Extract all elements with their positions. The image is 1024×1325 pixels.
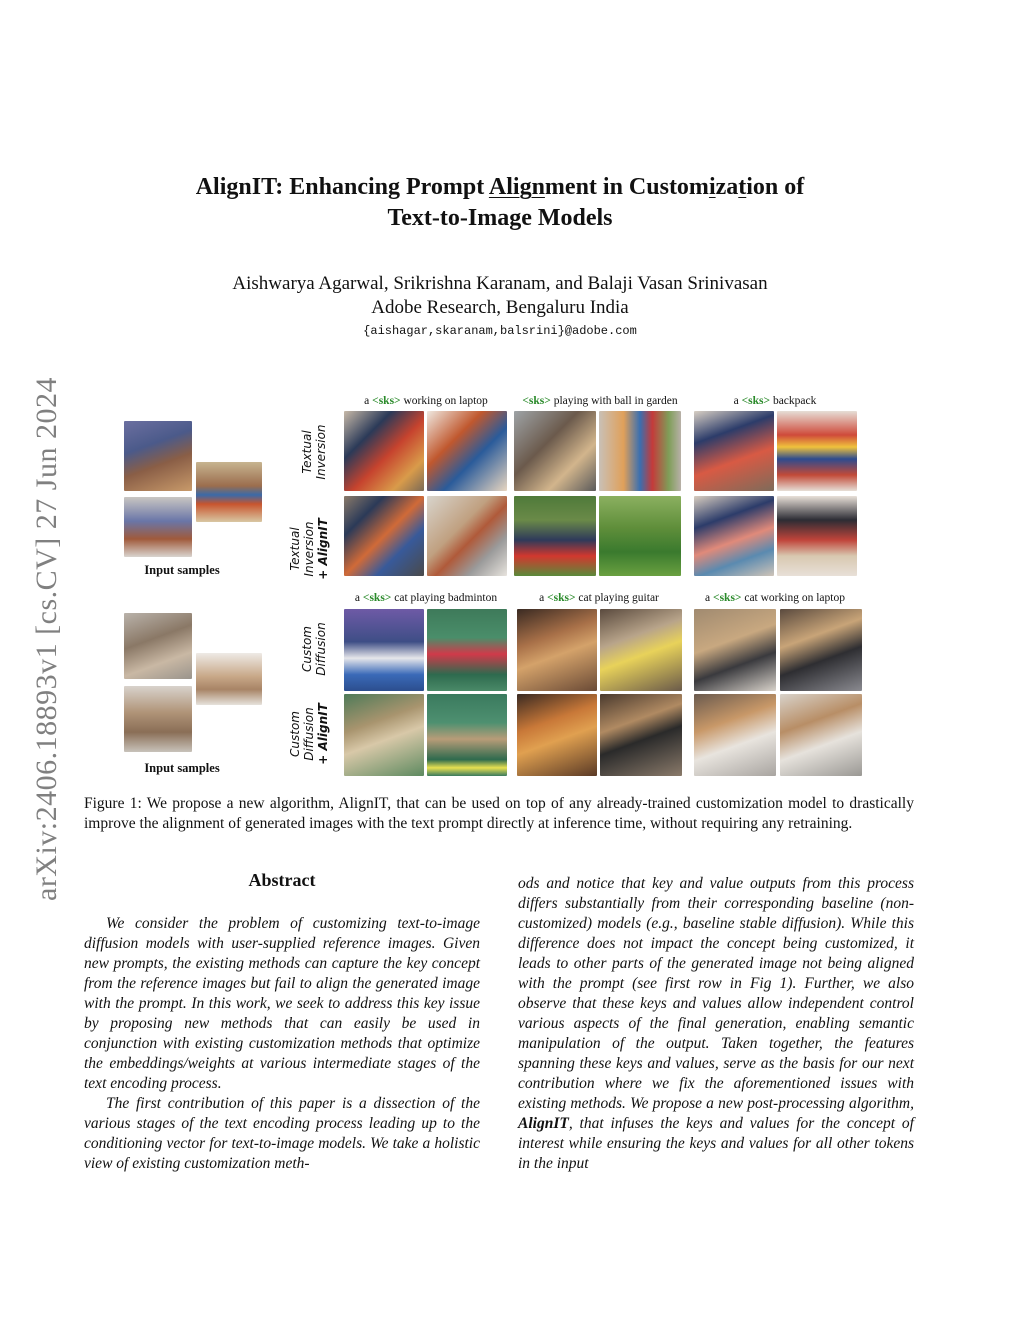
abstract-left-column [84,914,480,1174]
input-sample-toy-1 [124,421,192,491]
tia-backpack-2 [777,496,857,576]
figure-caption: Figure 1: We propose a new algorithm, AlignIT, that can be used on top of any already-trained customization model to drastically improve the alignment of generated images with the text prompt directly at inference time, without requiring any retraining. [84,795,914,832]
input-sample-kitten-1 [124,613,192,679]
prompt-working-on-laptop: a <sks> working on laptop [364,395,488,407]
title-part: za [715,174,739,200]
tia-laptop-2 [427,496,507,576]
tia-garden-2 [599,496,681,576]
title-underlined-part: Align [488,174,545,200]
title-part: ion of [746,174,805,200]
cda-badminton-1 [344,694,424,776]
title-part: AlignIT: Enhancing Prompt [195,174,489,200]
tia-backpack-1 [694,496,774,576]
title-part: ment in Custom [544,174,709,200]
title-line-2: Text-to-Image Models [387,205,613,231]
tia-garden-1 [514,496,596,576]
cd-badminton-2 [427,609,507,691]
ti-garden-2 [599,411,681,491]
input-sample-kitten-2 [196,653,262,705]
input-samples-label: Input samples [144,761,220,775]
arxiv-identifier: arXiv:2406.18893v1 [cs.CV] 27 Jun 2024 [30,377,63,901]
row-label-custom-diffusion: Custom Diffusion [300,622,328,676]
abstract-heading: Abstract [248,870,316,890]
input-sample-toy-2 [196,462,262,522]
abstract-right-column [518,874,914,1174]
prompt-playing-guitar: a <sks> cat playing guitar [539,592,659,604]
cd-badminton-1 [344,609,424,691]
cd-laptop-1 [694,609,776,691]
prompt-ball-in-garden: <sks> playing with ball in garden [522,395,678,407]
cda-laptop-2 [780,694,862,776]
title-underlined-part: t [738,174,747,200]
alignit-emphasis: AlignIT [518,1115,569,1132]
prompt-playing-badminton: a <sks> cat playing badminton [354,592,498,604]
input-samples-label: Input samples [144,563,220,577]
affiliation: Adobe Research, Bengaluru India [371,297,629,318]
cda-badminton-2 [427,694,507,776]
author-email: {aishagar,skaranam,balsrini}@adobe.com [363,324,637,338]
ti-backpack-1 [694,411,774,491]
ti-laptop-1 [344,411,424,491]
author-list: Aishwarya Agarwal, Srikrishna Karanam, and Balaji Vasan Srinivasan [232,273,768,294]
row-label-textual-inversion-alignit: Textual Inversion + AlignIT [288,518,330,580]
cd-laptop-2 [780,609,862,691]
row-label-custom-diffusion-alignit: Custom Diffusion + AlignIT [288,703,330,765]
tia-laptop-1 [344,496,424,576]
abstract-paragraph-continued: ods and notice that key and value outputs from this process differs substantially from their corresponding baseline (non-customized) models (e.g., baseline stable diffusion). While this difference does not impact the concept being customized, it leads to other parts of the generated image not being aligned with the prompt (see first row in Fig 1). Further, we also observe that these keys and values allow independent control various aspects of the final generation, enabling semantic manipulation of the output. Taken together, the features spanning these keys and values, serve as the basis for our next contribution where we fix the aforementioned issues with existing methods. We propose a new post-processing algorithm, AlignIT, that infuses the keys and values for the concept of interest while ensuring the keys and values for all other tokens in the input [518,875,914,1172]
cda-guitar-1 [517,694,597,776]
title-underlined-part: i [708,174,716,200]
prompt-working-on-laptop-cat: a <sks> cat working on laptop [705,592,845,604]
cd-guitar-2 [600,609,682,691]
abstract-paragraph-2: The first contribution of this paper is a dissection of the various stages of the text encoding process leading up to the conditioning vector for text-to-image models. We take a holistic view of existing customization meth- [84,1095,480,1172]
prompt-backpack: a <sks> backpack [733,395,817,407]
ti-backpack-2 [777,411,857,491]
ti-laptop-2 [427,411,507,491]
ti-garden-1 [514,411,596,491]
abstract-paragraph-1: We consider the problem of customizing text-to-image diffusion models with user-supplied reference images. Given new prompts, the existing methods can capture the key concept from the reference images but fail to align the generated image with the prompt. In this work, we seek to address this key issue by proposing new methods that can easily be used in conjunction with existing customization methods that optimize the embeddings/weights at various intermediate stages of the text encoding process. [84,915,480,1092]
row-label-textual-inversion: Textual Inversion [300,424,328,480]
input-sample-kitten-3 [124,686,192,752]
cda-guitar-2 [600,694,682,776]
input-sample-toy-3 [124,497,192,557]
cd-guitar-1 [517,609,597,691]
cda-laptop-1 [694,694,776,776]
